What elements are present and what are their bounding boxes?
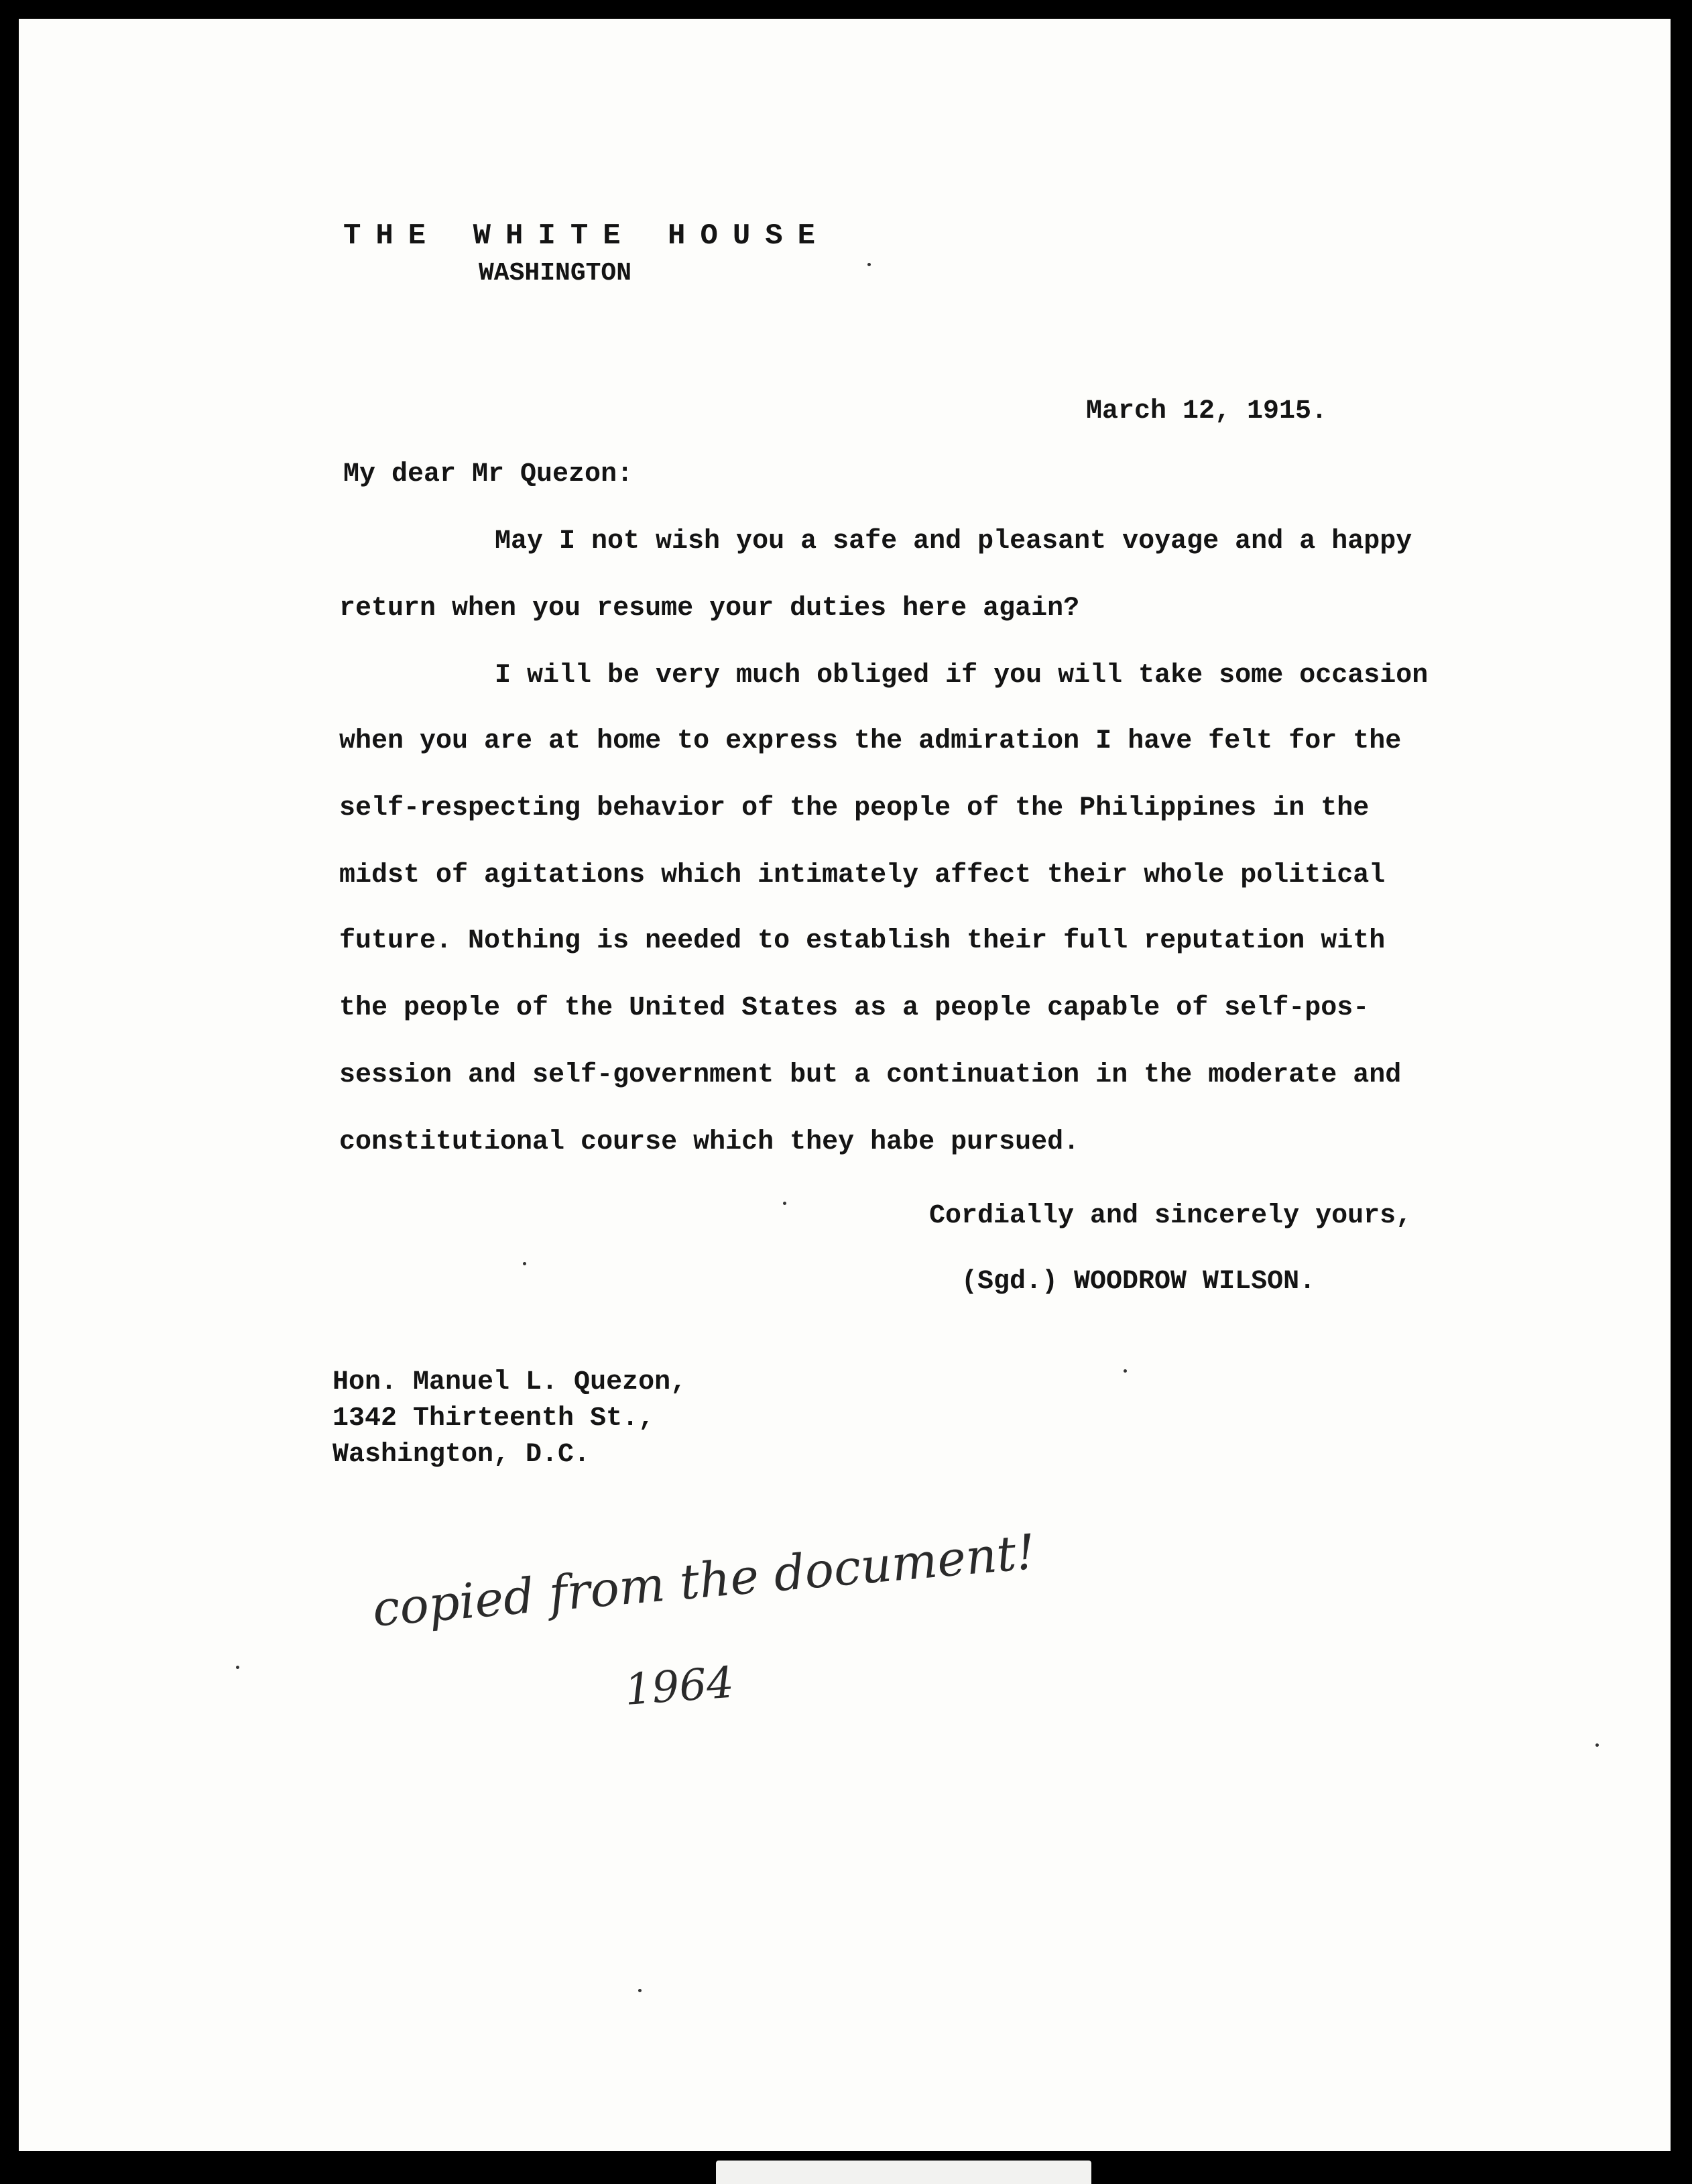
paper-speck <box>1595 1743 1599 1747</box>
body-line: May I not wish you a safe and pleasant voyage and a happy <box>495 526 1412 557</box>
letterhead-title: THE WHITE HOUSE <box>343 219 831 253</box>
letter-page <box>19 19 1671 2151</box>
body-line: return when you resume your duties here again? <box>339 593 1080 624</box>
paper-speck <box>783 1202 786 1205</box>
address-line: Hon. Manuel L. Quezon, <box>333 1367 687 1397</box>
address-line: Washington, D.C. <box>333 1440 591 1470</box>
paper-speck <box>867 263 871 266</box>
paper-speck <box>523 1262 526 1265</box>
paper-speck <box>1124 1369 1127 1373</box>
letter-date: March 12, 1915. <box>1086 396 1328 426</box>
salutation: My dear Mr Quezon: <box>343 459 633 490</box>
paper-speck <box>638 1989 642 1992</box>
closing: Cordially and sincerely yours, <box>929 1201 1412 1231</box>
body-line: constitutional course which they habe pursued. <box>339 1127 1080 1157</box>
signature-line: (Sgd.) WOODROW WILSON. <box>961 1267 1316 1297</box>
body-line: when you are at home to express the admiration I have felt for the <box>339 726 1402 756</box>
body-line: I will be very much obliged if you will take some occasion <box>495 660 1429 691</box>
paper-tab <box>716 2161 1091 2184</box>
handwritten-note: copied from the document! <box>370 1523 1038 1637</box>
address-line: 1342 Thirteenth St., <box>333 1403 655 1434</box>
body-line: future. Nothing is needed to establish their full reputation with <box>339 926 1386 956</box>
body-line: midst of agitations which intimately affect their whole political <box>339 860 1386 890</box>
paper-speck <box>236 1666 239 1669</box>
body-line: session and self-government but a continuation in the moderate and <box>339 1060 1402 1090</box>
body-line: self-respecting behavior of the people of the Philippines in the <box>339 793 1370 823</box>
body-line: the people of the United States as a people capable of self-pos- <box>339 993 1370 1023</box>
letterhead-city: WASHINGTON <box>479 259 632 288</box>
handwritten-year: 1964 <box>623 1658 736 1715</box>
